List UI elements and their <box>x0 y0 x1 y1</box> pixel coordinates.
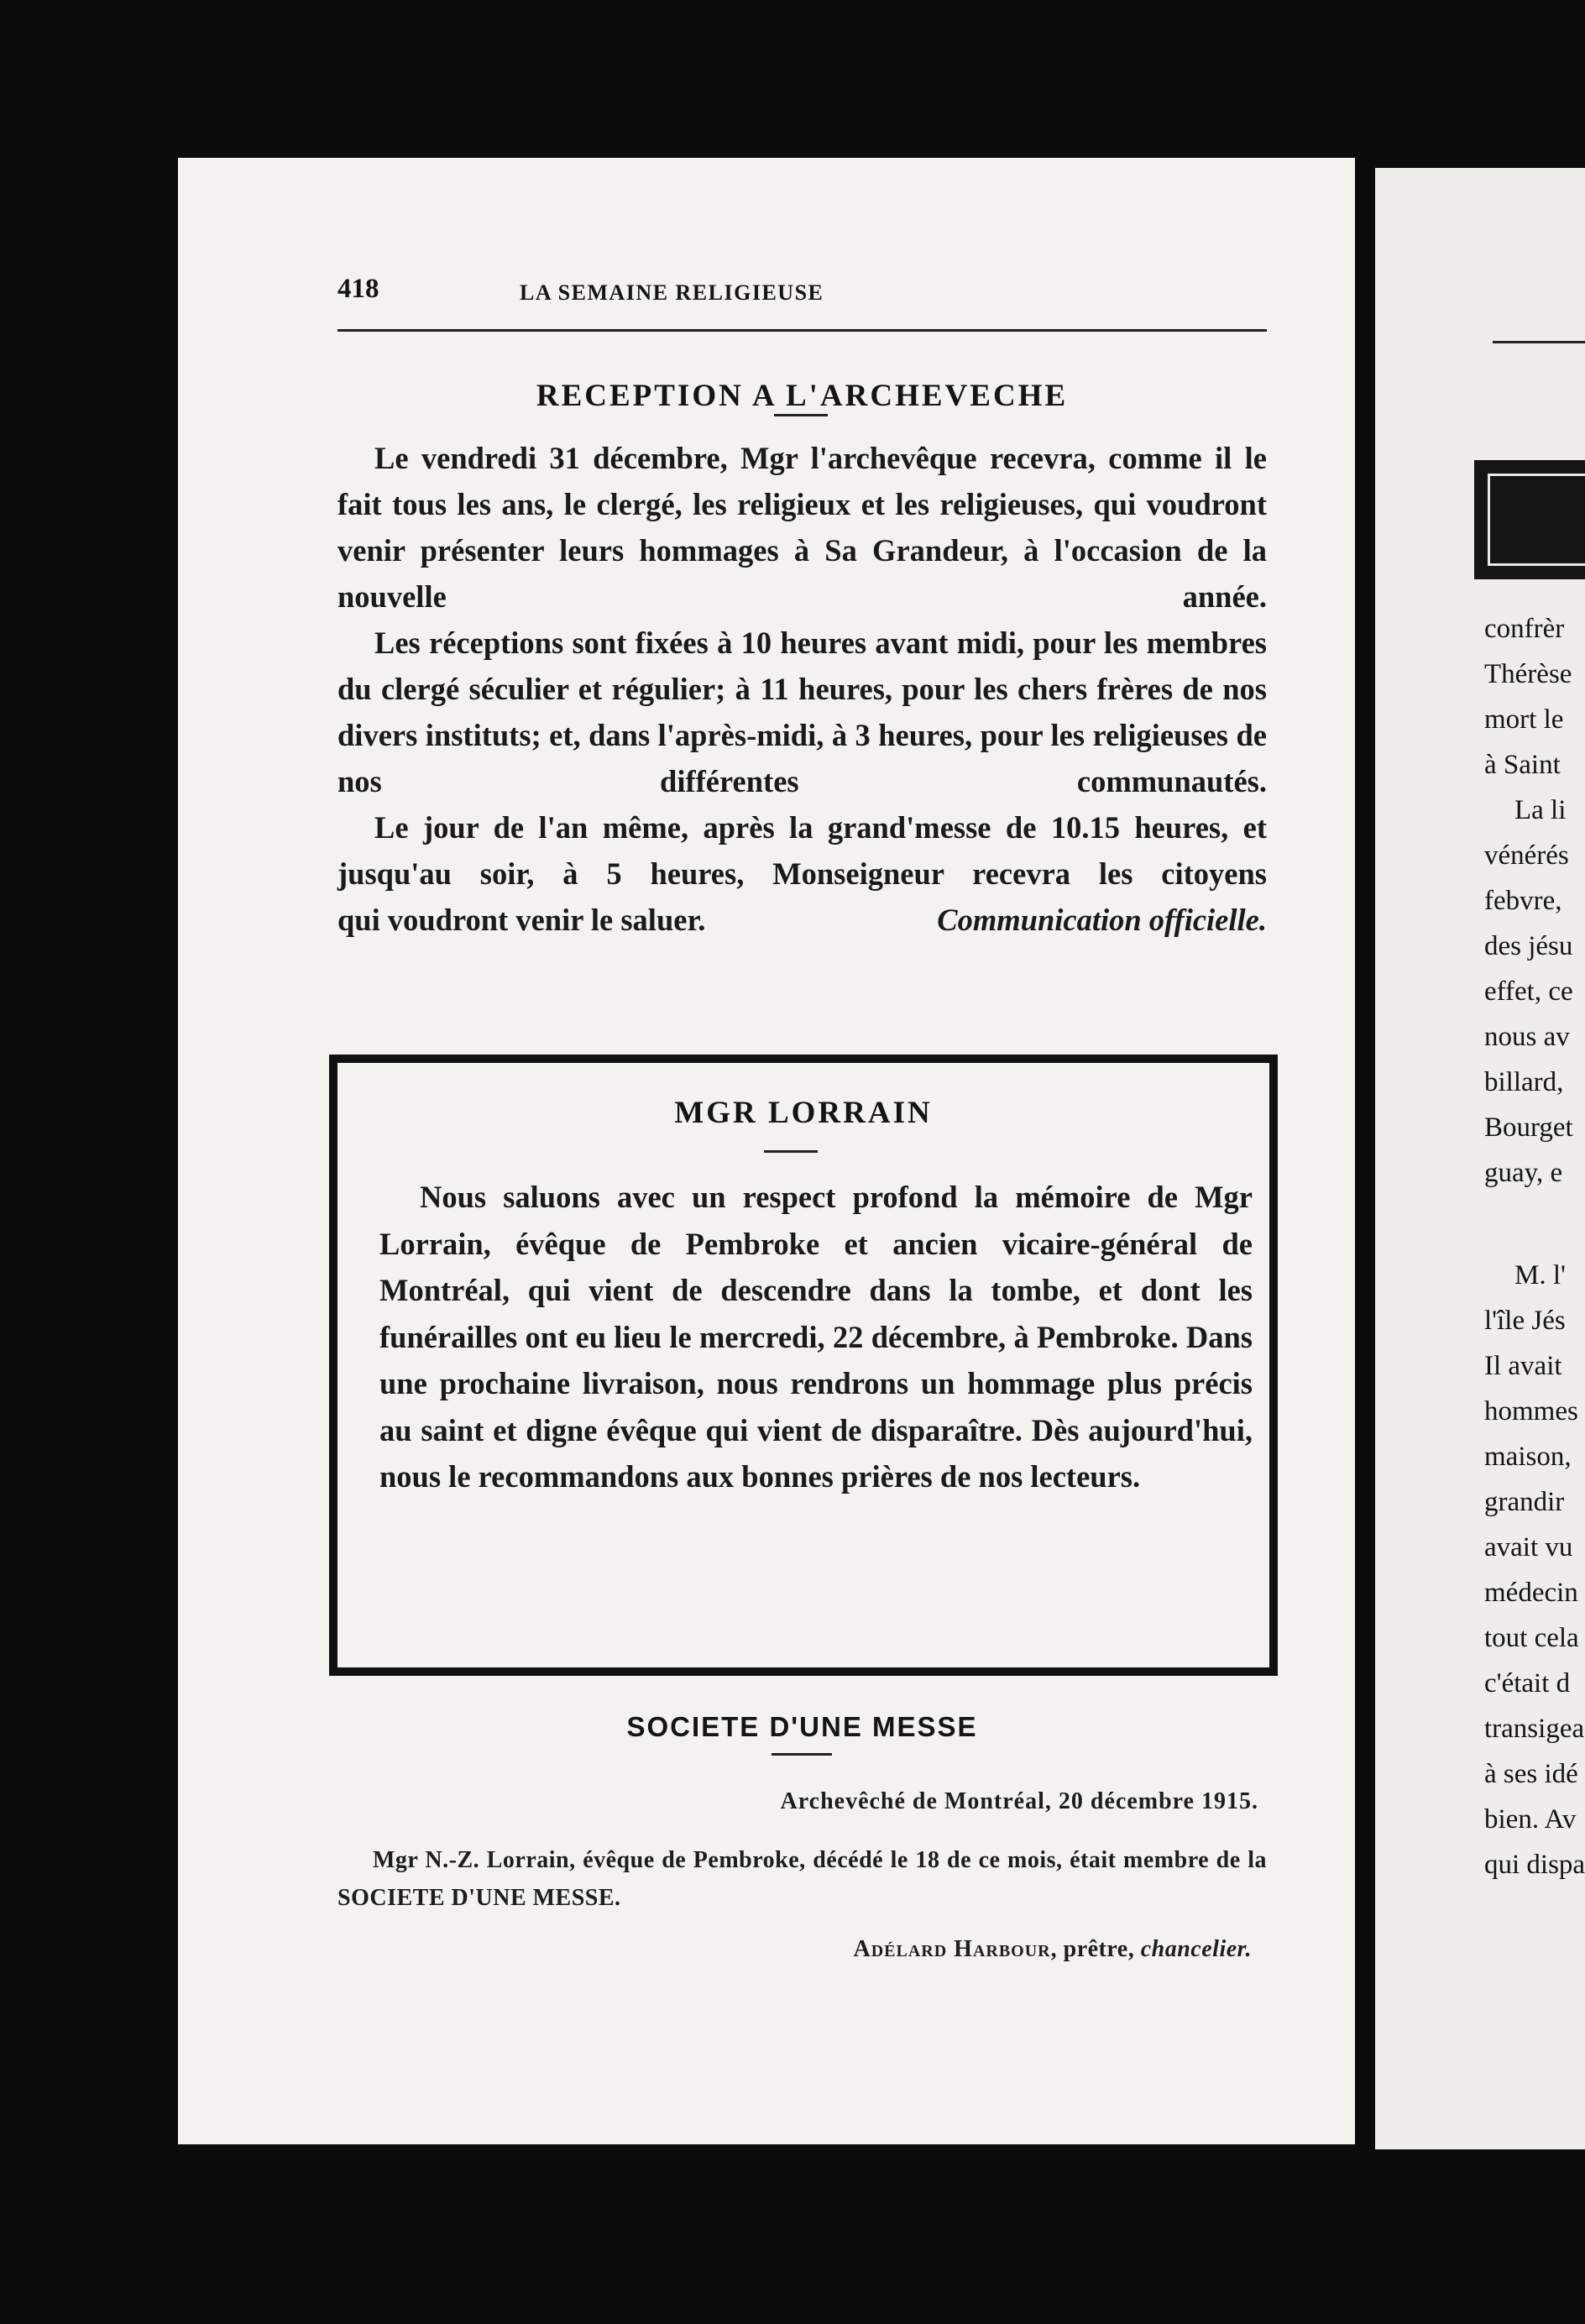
facing-line: mort le <box>1484 704 1564 735</box>
obituary-divider <box>764 1150 818 1153</box>
facing-line: Bourget <box>1484 1112 1573 1143</box>
facing-line: à ses idé <box>1484 1759 1578 1789</box>
facing-line: grandir <box>1484 1487 1565 1517</box>
facing-line: c'était d <box>1484 1668 1571 1699</box>
reception-paragraph-1: Le vendredi 31 décembre, Mgr l'archevêque recevra, comme il le fait tous les ans, le clergé, les religieux et les religieuses, qui voudront venir présenter leurs hommages à Sa Grandeur, à l'occasion de la nouvelle année. <box>337 441 1267 614</box>
obituary-body: Nous saluons avec un respect profond la mémoire de Mgr Lorrain, évêque de Pembroke et ancien vicaire-général de Montréal, qui vient de descendre dans la tombe, et dont les funérailles ont eu lieu le mercredi, 22 décembre, à Pembroke. Dans une prochaine livraison, nous rendrons un hommage plus précis au saint et digne évêque qui vient de disparaître. Dès aujourd'hui, nous le recommandons aux bonnes prières de nos lecteurs. <box>379 1180 1253 1494</box>
facing-line: billard, <box>1484 1067 1564 1097</box>
facing-line: médecin <box>1484 1578 1578 1608</box>
facing-line: nous av <box>1484 1022 1570 1052</box>
facing-line: des jésu <box>1484 931 1573 961</box>
journal-title: LA SEMAINE RELIGIEUSE <box>520 280 824 305</box>
reception-title: RECEPTION A L'ARCHEVECHE <box>536 379 1069 413</box>
reception-paragraph-3-end: qui voudront venir le saluer. <box>337 903 706 937</box>
notice-divider <box>772 1753 832 1756</box>
facing-page-header-rule <box>1493 341 1585 343</box>
facing-line: La li <box>1514 795 1567 825</box>
facing-line: tout cela <box>1484 1623 1579 1653</box>
reception-paragraph-3: Le jour de l'an même, après la grand'messe de 10.15 heures, et jusqu'au soir, à 5 heures, Monseigneur recevra les citoyens <box>337 810 1267 891</box>
notice-signature <box>854 1936 1253 1963</box>
facing-line: hommes <box>1484 1396 1578 1426</box>
signer-role: , prêtre, <box>1050 1936 1141 1962</box>
page-number: 418 <box>337 274 379 304</box>
facing-line: guay, e <box>1484 1158 1563 1188</box>
facing-line: l'île Jés <box>1484 1306 1566 1336</box>
reception-closing-line <box>337 897 1267 943</box>
notice-body: Mgr N.-Z. Lorrain, évêque de Pembroke, décédé le 18 de ce mois, était membre de la SOCIETE D'UNE MESSE. <box>337 1847 1267 1911</box>
facing-line: febvre, <box>1484 886 1562 916</box>
signer-title: chancelier. <box>1140 1936 1252 1962</box>
facing-page-text <box>1484 606 1585 1887</box>
notice-title: SOCIETE D'UNE MESSE <box>626 1711 978 1742</box>
facing-line: qui dispa <box>1484 1850 1585 1880</box>
facing-line: effet, ce <box>1484 976 1573 1007</box>
facing-line: Thérèse <box>1484 659 1572 689</box>
book-page <box>178 158 1355 2144</box>
title-divider <box>774 414 828 416</box>
obituary-frame <box>329 1055 1278 1676</box>
drop-cap-ornament <box>1474 460 1585 579</box>
reception-paragraph-2: Les réceptions sont fixées à 10 heures avant midi, pour les membres du clergé séculier et régulier; à 11 heures, pour les chers frères de nos divers instituts; et, dans l'après-midi, à 3 heures, pour les religieuses de nos différentes communautés. <box>337 625 1267 798</box>
reception-signature: Communication officielle. <box>937 903 1267 937</box>
header-rule <box>337 329 1267 332</box>
facing-line: vénérés <box>1484 840 1569 871</box>
facing-line: avait vu <box>1484 1532 1573 1562</box>
notice-dateline: Archevêché de Montréal, 20 décembre 1915. <box>780 1788 1258 1814</box>
facing-line: Il avait <box>1484 1351 1562 1381</box>
facing-line: bien. Av <box>1484 1804 1577 1835</box>
running-head <box>337 274 1267 307</box>
facing-line: M. l' <box>1514 1260 1566 1290</box>
signer-name: Adélard Harbour <box>853 1936 1051 1962</box>
facing-line: transigea <box>1484 1714 1585 1744</box>
obituary-title: MGR LORRAIN <box>674 1096 933 1130</box>
facing-line: confrèr <box>1484 614 1565 644</box>
facing-line: à Saint <box>1484 750 1561 780</box>
facing-page <box>1375 168 1585 2149</box>
gutter-shadow <box>1355 166 1375 2131</box>
facing-line: maison, <box>1484 1442 1572 1472</box>
